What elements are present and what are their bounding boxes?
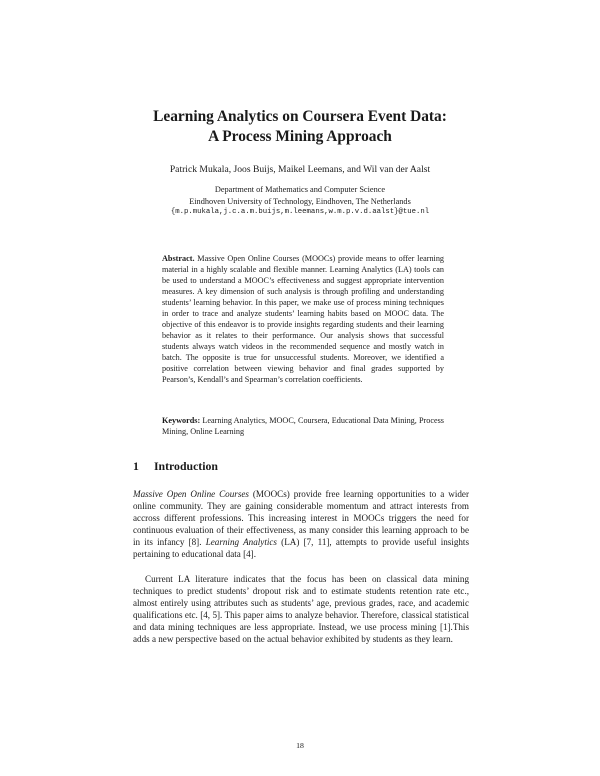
author-emails: {m.p.mukala,j.c.a.m.buijs,m.leemans,w.m.p.v.d.aalst}@tue.nl <box>170 208 430 217</box>
abstract-text: Massive Open Online Courses (MOOCs) provide means to offer learning material in a highly scalable and flexible manner. Learning Analytics (LA) tools can be used to understand a MOOC’s effectiveness and suggest appropriate intervention measures. A key dimension of such analysis is through profiling and understanding students’ learning behavior. In this paper, we make use of process mining techniques in order to trace and analyze students’ learning habits based on MOOC data. The objective of this endeavor is to provide insights regarding students and their learning behavior as it relates to their performance. Our analysis shows that successful students always watch videos in the recommended sequence and mostly watch in batch. The opposite is true for unsuccessful students. Moreover, we identified a positive correlation between viewing behavior and final grades supported by Pearson’s, Kendall’s and Spearman’s correlation coefficients. <box>162 254 445 384</box>
section-heading-introduction <box>133 459 218 474</box>
para1-italic-mid: Learning Analytics <box>205 537 277 548</box>
affiliation-university: Eindhoven University of Technology, Eindhoven, The Netherlands <box>189 196 411 206</box>
intro-paragraph-2: Current LA literature indicates that the focus has been on classical data mining techniques to predict students’ dropout risk and to estimate students retention rate etc., almost entirely using attributes such as students’ age, previous grades, race, and academic qualifications etc. [4, 5]. This paper aims to analyze behavior. Therefore, classical statistical and data mining techniques are less appropriate. Instead, we use process mining [1].This adds a new perspective based on the actual behavior exhibited by students as they learn. <box>133 574 469 645</box>
section-title: Introduction <box>153 459 218 473</box>
keywords-label: Keywords: <box>162 416 201 425</box>
paper-title <box>0 107 600 147</box>
abstract <box>162 253 444 385</box>
para1-text-a: (MOOCs) provide free learning opportunities to a wider online community. They are gaining considerable momentum and attract interests from accross different professions. This increasing interest in MOOCs triggers the need for continuous evaluation of their effectiveness, as many consider this learning approach to be in its infancy [8]. <box>133 489 469 548</box>
affiliation-block <box>0 184 600 219</box>
intro-paragraph-1 <box>133 488 469 561</box>
affiliation-department: Department of Mathematics and Computer Science <box>214 185 386 194</box>
abstract-label: Abstract. <box>162 254 195 263</box>
section-number: 1 <box>133 459 139 473</box>
para1-text-b: (LA) [7, 11], attempts to provide useful insights pertaining to educational data [4]. <box>133 537 469 560</box>
paper-title-line-1: Learning Analytics on Coursera Event Data: <box>153 108 447 125</box>
keywords <box>162 415 444 437</box>
paper-authors: Patrick Mukala, Joos Buijs, Maikel Leemans, and Wil van der Aalst <box>169 164 431 175</box>
keywords-text: Learning Analytics, MOOC, Coursera, Educational Data Mining, Process Mining, Online Learning <box>162 416 444 436</box>
page-number: 18 <box>296 741 304 750</box>
para1-italic-lead: Massive Open Online Courses <box>133 489 249 499</box>
paper-title-line-2: A Process Mining Approach <box>208 128 392 145</box>
